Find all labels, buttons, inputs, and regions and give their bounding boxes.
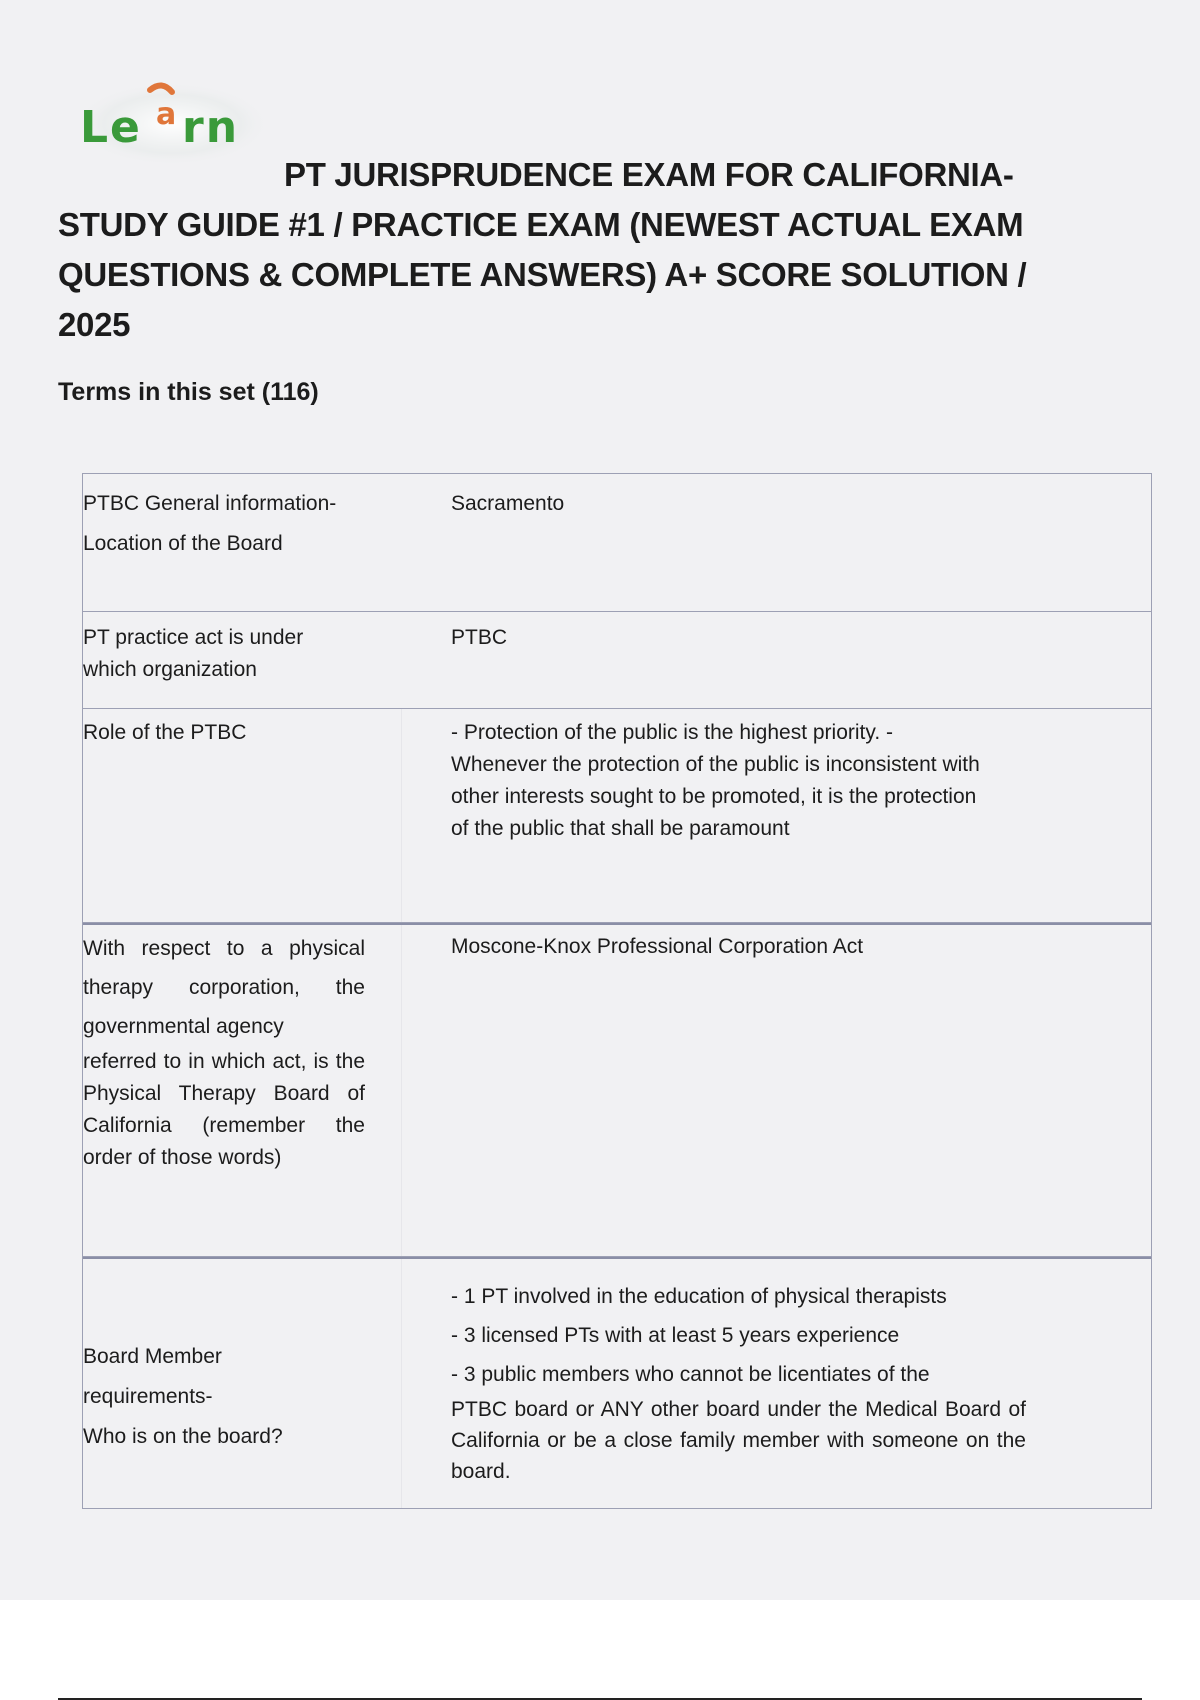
document-title: PT JURISPRUDENCE EXAM FOR CALIFORNIA- STUDY GUIDE #1 / PRACTICE EXAM (NEWEST ACTUAL EXAM QUESTIONS & COMPLETE ANSWERS) A+ SCORE SOLUTION / 2025 <box>58 156 1027 343</box>
term-cell: PT practice act is under which organization <box>83 626 304 681</box>
term-cell: With respect to a physical therapy corporation, the governmental agency referred to in which act, is the Physical Therapy Board of California (remember the order of those words) <box>83 937 365 1169</box>
table-row <box>83 612 1151 709</box>
table-row <box>83 474 1151 612</box>
term-cell: Board Member requirements- Who is on the board? <box>83 1345 283 1448</box>
terms-count-heading: Terms in this set (116) <box>58 378 319 406</box>
definition-cell: Moscone-Knox Professional Corporation Act <box>451 935 864 958</box>
definition-cell: Sacramento <box>451 492 565 515</box>
list-item: - 1 PT involved in the education of physical therapists <box>451 1285 947 1308</box>
list-item: - 3 public members who cannot be licentiates of the <box>451 1363 930 1386</box>
definition-cell: PTBC <box>451 626 508 649</box>
svg-text:a: a <box>156 97 177 132</box>
term-cell: Role of the PTBC <box>83 721 247 744</box>
svg-text:rn: rn <box>182 102 240 153</box>
term-cell: PTBC General information- Location of the Board <box>83 492 337 555</box>
flashcard-table <box>82 473 1152 1509</box>
board-member-list <box>451 1277 1031 1394</box>
table-row <box>83 709 1151 923</box>
svg-text:Le: Le <box>80 102 142 153</box>
definition-cell <box>451 1277 1031 1487</box>
table-row <box>83 1257 1151 1508</box>
list-item: - 3 licensed PTs with at least 5 years experience <box>451 1324 900 1347</box>
definition-continuation: PTBC board or ANY other board under the Medical Board of California or be a close family member with someone on the board. <box>451 1398 1026 1483</box>
table-row <box>83 923 1151 1257</box>
definition-cell: - Protection of the public is the highest priority. - Whenever the protection of the public is inconsistent with other interests sought to be promoted, it is the protection of the public that shall be paramount <box>451 721 980 840</box>
